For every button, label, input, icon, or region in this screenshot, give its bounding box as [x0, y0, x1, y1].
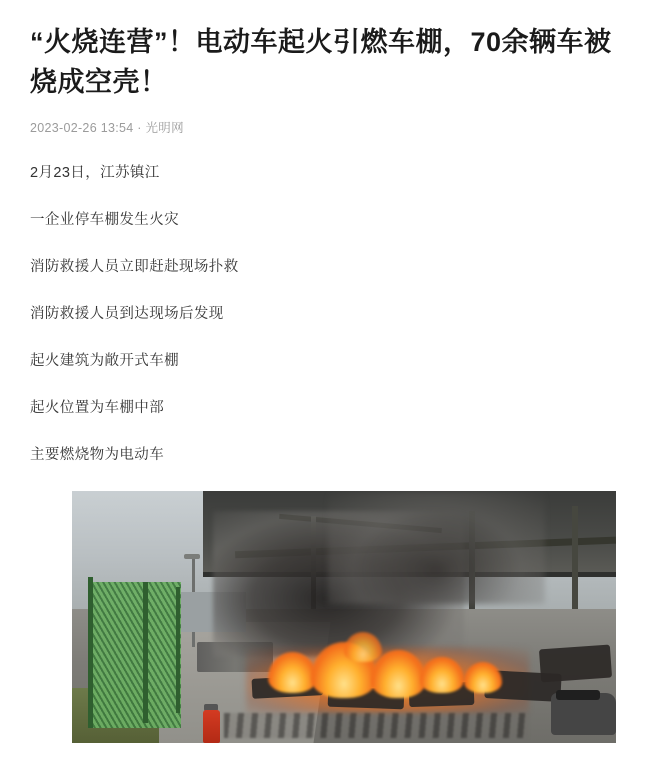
- body-paragraph: 一企业停车棚发生火灾: [30, 212, 179, 228]
- photo-fence-post: [88, 577, 93, 728]
- photo-flame: [464, 662, 502, 692]
- photo-fence-post: [143, 582, 148, 723]
- photo-lamp-head: [184, 554, 200, 559]
- photo-foreground-scooter-seat: [556, 690, 600, 700]
- body-paragraph: 主要燃烧物为电动车: [30, 447, 165, 463]
- article-meta: 2023-02-26 13:54 · 光明网: [30, 121, 184, 135]
- photo-debris: [224, 713, 529, 738]
- photo-smoke-plume: [328, 491, 546, 604]
- fire-scene-photo: [72, 491, 616, 743]
- photo-fire-extinguisher: [203, 710, 220, 743]
- photo-flame: [344, 632, 382, 662]
- body-paragraph: 消防救援人员到达现场后发现: [30, 306, 224, 322]
- body-paragraph: 起火建筑为敞开式车棚: [30, 353, 179, 369]
- photo-green-fence: [88, 582, 180, 728]
- body-paragraph: 2月23日，江苏镇江: [30, 165, 160, 181]
- body-paragraph: 消防救援人员立即赶赴现场扑救: [30, 259, 239, 275]
- page-title: “火烧连营”！电动车起火引燃车棚，70余辆车被烧成空壳！: [30, 27, 612, 97]
- article-figure: [30, 491, 636, 743]
- article-body: [30, 162, 636, 466]
- body-paragraph: 起火位置为车棚中部: [30, 400, 165, 416]
- photo-flame: [420, 657, 464, 692]
- photo-flame: [268, 652, 317, 692]
